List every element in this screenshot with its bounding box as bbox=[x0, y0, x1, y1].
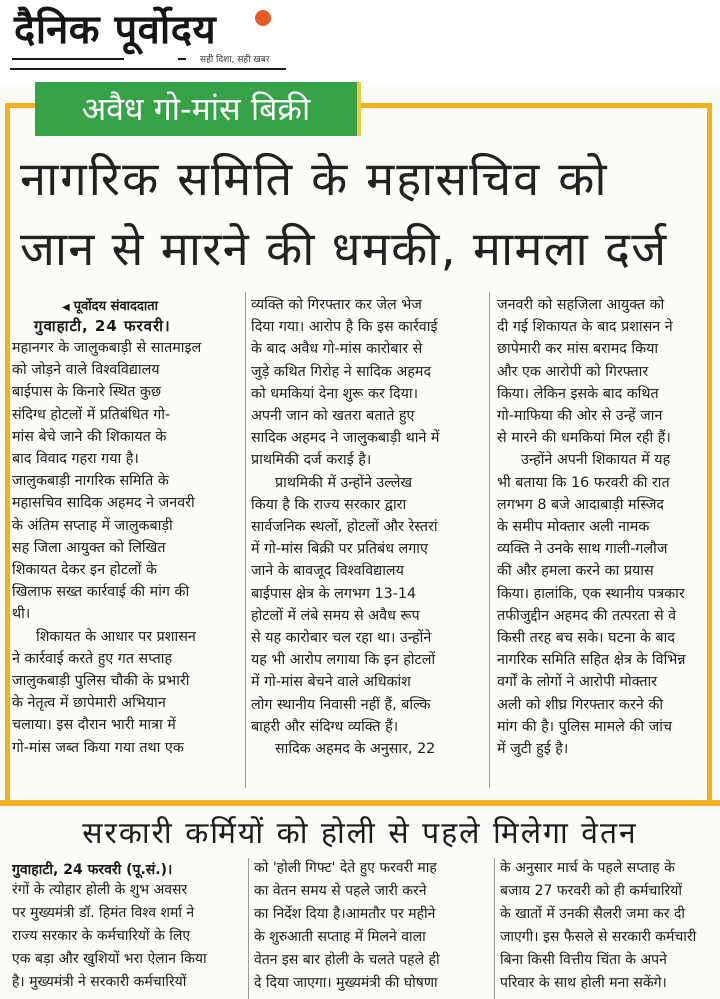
text-line: महानगर के जालुकबाड़ी से सातमाइल bbox=[12, 340, 202, 356]
text-line: बाईपास के किनारे स्थित कुछ bbox=[12, 384, 161, 401]
story2-column-1 bbox=[12, 879, 244, 994]
story2-dateline: गुवाहाटी, 24 फरवरी (पू.सं.)। bbox=[12, 862, 173, 878]
text-line: खिलाफ सख्त कार्रवाई की मांग की bbox=[12, 584, 190, 601]
story-byline bbox=[62, 296, 158, 314]
text-line: गो-माफिया की ओर से उन्हें जान bbox=[497, 408, 663, 425]
story-headline-line: नागरिक समिति के महासचिव को bbox=[20, 152, 609, 207]
text-line: परिवार के साथ होली मना सकेंगे। bbox=[500, 975, 667, 991]
logo-underline-end bbox=[178, 58, 186, 60]
text-line: सादिक अहमद ने जालुकबाड़ी थाने में bbox=[251, 430, 440, 447]
column-divider bbox=[248, 858, 249, 999]
text-line: के खातों में उनकी सैलरी जमा कर दी bbox=[500, 906, 686, 922]
text-line: बजाय 27 फरवरी को ही कर्मचारियों bbox=[500, 883, 683, 899]
story2-headline: सरकारी कर्मियों को होली से पहले मिलेगा वेतन bbox=[82, 816, 638, 851]
text-line: को धमकियां देना शुरू कर दिया। bbox=[251, 385, 419, 402]
column-divider bbox=[489, 292, 490, 788]
text-line: के समीप मोक्तार अली नामक bbox=[497, 519, 650, 536]
text-line: तफीजुद्दीन अहमद की तत्परता से वे bbox=[497, 607, 677, 624]
text-line: लगभग 8 बजे आदाबाड़ी मस्जिद bbox=[497, 496, 665, 513]
text-line: वर्गों के लोगों ने आरोपी मोक्तार bbox=[497, 674, 658, 691]
masthead bbox=[0, 0, 720, 86]
text-line: दे दिया जाएगा। मुख्यमंत्री की घोषणा bbox=[254, 975, 438, 991]
text-line: किया। लेकिन इसके बाद कथित bbox=[497, 385, 659, 402]
story-bottom-rule bbox=[0, 800, 720, 806]
text-line: प्राथमिकी में उन्होंने उल्लेख bbox=[275, 474, 413, 491]
text-line: चलाया। इस दौरान भारी मात्रा में bbox=[12, 717, 176, 734]
text-line: मांग की है। पुलिस मामले की जांच bbox=[497, 718, 673, 735]
text-line: जालुकबाड़ी नागरिक समिति के bbox=[12, 473, 169, 490]
text-line: में गो-मांस बेचने वाले अधिकांश bbox=[251, 674, 411, 691]
story-column-3 bbox=[497, 294, 715, 760]
text-line: और एक आरोपी को गिरफ्तार bbox=[497, 363, 649, 380]
text-line: दिया गया। आरोप है कि इस कार्रवाई bbox=[251, 319, 438, 336]
logo-sun-dot bbox=[255, 10, 271, 26]
text-line: रंगों के त्योहार होली के शुभ अवसर bbox=[12, 882, 188, 898]
newspaper-logo: दैनिक पूर्वोदय bbox=[14, 6, 217, 53]
text-line: जालुकबाड़ी पुलिस चौकी के प्रभारी bbox=[12, 673, 190, 690]
text-line: वेतन इस बार होली के चलते पहले ही bbox=[254, 952, 440, 968]
text-line: के नेतृत्व में छापेमारी अभियान bbox=[12, 695, 166, 712]
byline-text: पूर्वोदय संवाददाता bbox=[73, 299, 158, 314]
text-line: मांस बेचे जाने की शिकायत के bbox=[12, 428, 167, 445]
text-line: किया है कि राज्य सरकार द्वारा bbox=[251, 496, 407, 513]
text-line: की और हमला करने का प्रयास bbox=[497, 563, 654, 580]
text-line: छापेमारी कर मांस बरामद किया bbox=[497, 341, 659, 358]
text-line: से यह कारोबार चल रहा था। उन्होंने bbox=[251, 630, 432, 647]
text-line: जाएगी। इस फैसले से सरकारी कर्मचारी bbox=[500, 929, 697, 945]
text-line: को जोड़ने वाले विश्वविद्यालय bbox=[12, 362, 160, 379]
text-line: व्यक्ति ने उनके साथ गाली-गलौज bbox=[497, 541, 668, 558]
text-line: किसी तरह बच सके। घटना के बाद bbox=[497, 630, 675, 647]
text-line: शिकायत के आधार पर प्रशासन bbox=[36, 628, 196, 645]
text-line: के बाद अवैध गो-मांस कारोबार से bbox=[251, 341, 423, 358]
story-headline bbox=[20, 145, 710, 285]
text-line: नागरिक समिति सहित क्षेत्र के विभिन्न bbox=[497, 652, 686, 669]
text-line: महासचिव सादिक अहमद ने जनवरी bbox=[12, 495, 195, 512]
column-divider bbox=[494, 858, 495, 999]
text-line: बाहरी और संदिग्ध व्यक्ति हैं। bbox=[251, 718, 399, 735]
text-line: अली को शीघ्र गिरफ्तार करने की bbox=[497, 696, 664, 713]
text-line: गो-मांस जब्त किया गया तथा एक bbox=[12, 739, 184, 756]
text-line: के अंतिम सप्ताह में जालुकबाड़ी bbox=[12, 517, 173, 534]
story2-column-3 bbox=[500, 857, 720, 995]
text-line: सार्वजनिक स्थलों, होटलों और रेस्तरां bbox=[251, 519, 438, 536]
text-line: संदिग्ध होटलों में प्रतिबंधित गो- bbox=[12, 406, 171, 423]
text-line: को 'होली गिफ्ट' देते हुए फरवरी माह bbox=[254, 860, 437, 876]
text-line: किया। हालांकि, एक स्थानीय पत्रकार bbox=[497, 585, 685, 602]
text-line: शिकायत देकर इन होटलों के bbox=[12, 562, 157, 579]
text-line: का वेतन समय से पहले जारी करने bbox=[254, 883, 427, 899]
text-line: व्यक्ति को गिरफ्तार कर जेल भेज bbox=[251, 297, 422, 313]
text-line: से मारने की धमकियां मिल रही हैं। bbox=[497, 430, 671, 447]
story-column-1 bbox=[12, 337, 240, 759]
text-line: बाईपास क्षेत्र के लगभग 13-14 bbox=[251, 585, 417, 602]
byline-arrow-icon: ◀ bbox=[62, 302, 70, 313]
masthead-tagline: सही दिशा, सही खबर bbox=[200, 55, 270, 65]
text-line: थी। bbox=[12, 606, 31, 623]
text-line: जनवरी को सहजिला आयुक्त को bbox=[497, 297, 665, 313]
text-line: के अनुसार मार्च के पहले सप्ताह के bbox=[500, 860, 675, 876]
text-line: यह भी आरोप लगाया कि इन होटलों bbox=[251, 652, 436, 669]
text-line: बिना किसी वित्तीय चिंता के अपने bbox=[500, 952, 667, 968]
text-line: जुड़े कथित गिरोह ने सादिक अहमद bbox=[251, 363, 432, 380]
text-line: ने कार्रवाई करते हुए गत सप्ताह bbox=[12, 650, 173, 667]
masthead-rule bbox=[10, 68, 286, 70]
text-line: का निर्देश दिया है।आमतौर पर महीने bbox=[254, 906, 436, 922]
story-dateline: गुवाहाटी, 24 फरवरी। bbox=[34, 317, 171, 335]
story-kicker-label: अवैध गो-मांस बिक्री bbox=[35, 82, 361, 136]
column-divider bbox=[245, 292, 246, 788]
text-line: लोग स्थानीय निवासी नहीं हैं, बल्कि bbox=[251, 696, 431, 713]
text-line: राज्य सरकार के कर्मचारियों के लिए bbox=[12, 928, 191, 944]
text-line: है। मुख्यमंत्री ने सरकारी कर्मचारियों bbox=[12, 974, 187, 990]
text-line: उन्होंने अपनी शिकायत में यह bbox=[521, 452, 671, 469]
story-headline-line: जान से मारने की धमकी, मामला दर्ज bbox=[20, 222, 668, 277]
text-line: होटलों में लंबे समय से अवैध रूप bbox=[251, 607, 420, 624]
logo-underline bbox=[12, 58, 124, 60]
text-line: जाने के बावजूद विश्वविद्यालय bbox=[251, 563, 404, 580]
text-line: में गो-मांस बिक्री पर प्रतिबंध लगाए bbox=[251, 541, 428, 558]
text-line: बाद विवाद गहरा गया है। bbox=[12, 451, 139, 468]
text-line: एक बड़ा और खुशियों भरा ऐलान किया bbox=[12, 951, 207, 967]
story2-column-2 bbox=[254, 857, 488, 995]
text-line: पर मुख्यमंत्री डॉ. हिमंत विश्व शर्मा ने bbox=[12, 905, 195, 921]
text-line: के शुरुआती सप्ताह में मिलने वाला bbox=[254, 929, 426, 945]
text-line: प्राथमिकी दर्ज कराई है। bbox=[251, 452, 372, 469]
text-line: में जुटी हुई है। bbox=[497, 741, 569, 758]
text-line: दी गई शिकायत के बाद प्रशासन ने bbox=[497, 319, 673, 336]
text-line: सादिक अहमद के अनुसार, 22 bbox=[275, 741, 436, 758]
text-line: सह जिला आयुक्त को लिखित bbox=[12, 539, 166, 556]
story-column-2 bbox=[251, 294, 482, 760]
text-line: अपनी जान को खतरा बताते हुए bbox=[251, 408, 415, 425]
text-line: भी बताया कि 16 फरवरी की रात bbox=[497, 474, 670, 491]
